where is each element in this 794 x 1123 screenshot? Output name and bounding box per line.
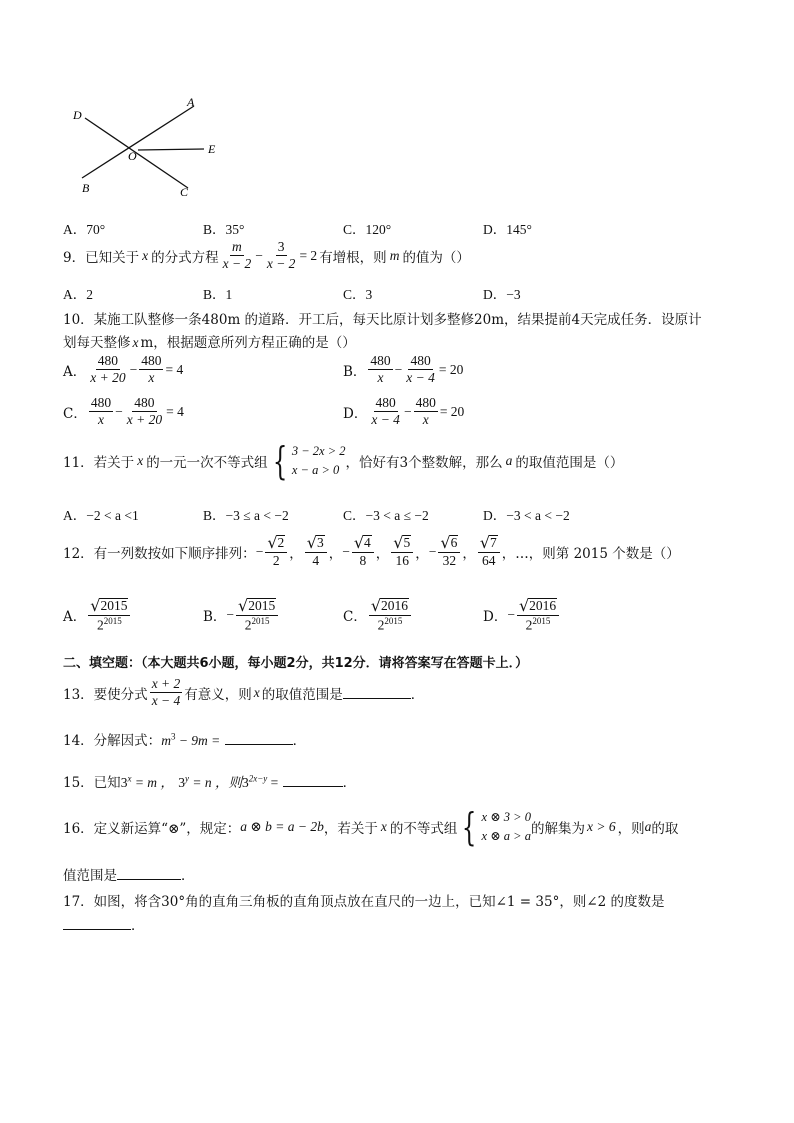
question-16 xyxy=(63,805,679,850)
question-14 xyxy=(63,729,306,749)
numerator: 480 xyxy=(139,354,163,370)
q10-c-frac-2 xyxy=(125,396,164,427)
label-B: B xyxy=(82,181,90,195)
line-BA xyxy=(82,106,194,178)
q9-minus: − xyxy=(255,247,263,263)
exponent: 2015 xyxy=(384,616,403,627)
q12-option-b xyxy=(203,598,280,633)
q10-b-frac-1 xyxy=(368,354,392,385)
q10-d-frac-2 xyxy=(414,396,438,427)
q11-prefix: 11．若关于 xyxy=(63,455,135,472)
sqrt-icon: √ xyxy=(90,596,101,615)
q11-suffix-2: 的取值范围是（） xyxy=(515,455,624,472)
q15-base-3: 3 xyxy=(241,775,249,790)
q9-rhs: = 2 xyxy=(299,247,318,263)
sqrt-icon: √ xyxy=(306,533,317,552)
q9-option-d: D．−3 xyxy=(483,287,521,302)
q12-a-fraction xyxy=(88,598,130,633)
denominator: x − 4 xyxy=(371,412,400,428)
sqrt-icon: √ xyxy=(440,533,451,552)
q15-exp-2: y xyxy=(184,773,189,784)
q10-line-2 xyxy=(63,331,356,351)
denominator: x xyxy=(377,370,384,386)
q12-term xyxy=(289,535,328,568)
numerator: 480 xyxy=(96,354,120,370)
q10-b-frac-2 xyxy=(404,354,437,385)
q15-prefix: 15．已知 xyxy=(63,775,121,791)
sqrt-icon: √ xyxy=(479,533,491,552)
q10-option-a xyxy=(63,354,183,385)
sqrt-icon: √ xyxy=(353,533,365,552)
q10-a-frac-1 xyxy=(88,354,127,385)
denominator: x + 20 xyxy=(90,370,126,386)
question-15 xyxy=(63,771,356,791)
numerator: 480 xyxy=(89,396,113,412)
q9-suffix-1: 有增根，则 xyxy=(319,249,387,266)
q9-var-x: x xyxy=(142,247,149,263)
q15-end: ． xyxy=(342,775,357,791)
question-13 xyxy=(63,677,424,708)
q14-end: ． xyxy=(292,733,307,749)
radicand: 2 xyxy=(277,535,285,550)
q10-a-rhs: = 4 xyxy=(165,361,184,377)
q10-b-rhs: = 20 xyxy=(438,361,464,377)
label-O: O xyxy=(128,149,137,163)
q16-suffix-1: 的解集为 xyxy=(530,821,585,838)
q15-answer-blank[interactable] xyxy=(283,774,343,787)
q8-option-b: B．35° xyxy=(203,222,245,237)
radicand: 2015 xyxy=(100,598,128,613)
radicand: 2016 xyxy=(529,598,557,613)
q14-rest: − 9m = xyxy=(175,733,221,748)
denominator: 32 xyxy=(442,553,457,569)
q10-line-2b: m，根据题意所列方程正确的是（） xyxy=(140,335,356,351)
q12-term xyxy=(415,535,462,568)
q13-answer-blank[interactable] xyxy=(343,686,411,699)
base: 2 xyxy=(244,617,252,633)
q10-line-1: 10．某施工队整修一条480m 的道路．开工后，每天比原计划多整修20m，结果提前4天完成任务．设原计 xyxy=(63,312,702,328)
label-C: C xyxy=(180,185,189,199)
q11-option-a: A．−2 < a <1 xyxy=(63,508,139,523)
exponent: 2015 xyxy=(251,616,270,627)
sqrt-icon: √ xyxy=(518,596,530,615)
intersecting-lines-figure xyxy=(60,90,250,210)
sqrt-icon: √ xyxy=(370,596,382,615)
radicand: 2016 xyxy=(381,598,409,613)
radicand: 2015 xyxy=(248,598,276,613)
term-sign: − xyxy=(342,543,350,559)
numerator: 480 xyxy=(374,396,398,412)
q12-option-d xyxy=(483,598,561,633)
q16-rule: a ⊗ b = a − 2b xyxy=(240,819,324,835)
numerator: 480 xyxy=(368,354,392,370)
comma: ， xyxy=(462,545,476,562)
q9-mid: 的分式方程 xyxy=(151,249,219,266)
q16-var-a: a xyxy=(644,819,652,835)
q12-b-sign: − xyxy=(226,607,235,623)
q12-term xyxy=(376,535,415,568)
term-sign: − xyxy=(255,543,264,559)
q11-suffix-1: ，恰好有3个整数解，那么 xyxy=(345,455,503,472)
denominator: x − 4 xyxy=(151,693,181,709)
sqrt-icon: √ xyxy=(238,596,249,615)
q16-cond: x > 6 xyxy=(586,819,616,835)
q15-base-2: 3 xyxy=(178,775,185,790)
q14-exponent: 3 xyxy=(170,731,176,742)
q16-end: ． xyxy=(181,868,195,884)
q13-mid: 有意义，则 xyxy=(184,686,252,703)
q16-mid-2: 的不等式组 xyxy=(389,821,458,838)
label-D: D xyxy=(73,108,82,122)
q10-option-b xyxy=(343,354,463,385)
denominator: x xyxy=(148,370,155,386)
q13-prefix: 13．要使分式 xyxy=(63,686,148,703)
label-E: E xyxy=(208,142,216,156)
exponent: 2015 xyxy=(103,616,122,627)
q11-var-a: a xyxy=(505,453,513,469)
q11-system xyxy=(292,442,346,481)
left-brace-icon: { xyxy=(462,805,477,850)
q10-b-label: B． xyxy=(343,363,367,380)
q9-fraction-2 xyxy=(265,240,298,271)
q8-option-a: A．70° xyxy=(63,222,106,237)
base: 2 xyxy=(96,617,104,633)
numerator: 480 xyxy=(408,354,432,370)
q8-option-c: C．120° xyxy=(343,222,392,237)
denominator: 64 xyxy=(482,553,496,569)
q12-c-label: C． xyxy=(343,609,367,626)
q9-var-m: m xyxy=(389,247,400,263)
q16-suffix-3: 的取 xyxy=(651,821,679,838)
q12-term xyxy=(462,535,501,568)
q13-suffix: 的取值范围是 xyxy=(261,686,343,703)
comma: ， xyxy=(289,545,303,562)
numerator: 480 xyxy=(132,396,156,412)
q12-option-c xyxy=(343,598,413,633)
denominator: x xyxy=(97,412,104,428)
radicand: 7 xyxy=(490,535,497,550)
q17-line-2 xyxy=(63,914,145,934)
minus-sign: − xyxy=(403,403,412,419)
q15-exp-3: 2x−y xyxy=(248,773,268,784)
radicand: 5 xyxy=(403,535,411,550)
minus-sign: − xyxy=(129,361,138,377)
q9-f2-numerator: 3 xyxy=(276,240,287,256)
term-fraction xyxy=(352,535,374,568)
q15-eq-3: = xyxy=(267,775,279,790)
denominator: x − 4 xyxy=(406,370,435,386)
q10-option-d xyxy=(343,396,464,427)
numerator: 480 xyxy=(414,396,438,412)
q14-answer-blank[interactable] xyxy=(225,732,293,745)
q9-option-b: B．1 xyxy=(203,287,233,302)
minus-sign: − xyxy=(115,403,123,419)
q16-ineq-2: x ⊗ a > a xyxy=(481,829,531,844)
q13-end: ． xyxy=(410,686,425,703)
q15-base-1: 3 xyxy=(120,775,128,790)
term-fraction xyxy=(391,535,413,568)
q11-option-c: C．−3 < a ≤ −2 xyxy=(343,508,429,523)
left-brace-icon: { xyxy=(272,439,288,484)
q12-option-a xyxy=(63,598,132,633)
comma: ， xyxy=(328,545,343,562)
q12-d-sign: − xyxy=(507,607,515,623)
term-fraction xyxy=(478,535,500,568)
base: 2 xyxy=(377,617,385,633)
q10-a-frac-2 xyxy=(139,354,163,385)
q11-ineq-2: x − a > 0 xyxy=(291,463,340,478)
q10-c-frac-1 xyxy=(89,396,113,427)
base: 2 xyxy=(525,617,533,633)
q11-ineq-1: 3 − 2x > 2 xyxy=(291,444,346,458)
q9-f1-denominator: x − 2 xyxy=(222,256,252,272)
q12-d-label: D． xyxy=(483,609,508,626)
radicand: 6 xyxy=(450,535,458,550)
q16-answer-blank[interactable] xyxy=(117,867,181,880)
q16-prefix: 16．定义新运算“⊗”，规定： xyxy=(63,821,241,838)
q12-suffix: ，…，则第 2015 个数是（） xyxy=(501,545,680,562)
q10-a-label: A． xyxy=(63,363,87,380)
q16-suffix-2: ，则 xyxy=(617,821,645,838)
q10-line-2a: 划每天整修 xyxy=(63,335,131,351)
q10-d-rhs: = 20 xyxy=(439,403,465,419)
q13-var-x: x xyxy=(253,684,260,700)
q12-c-fraction xyxy=(369,598,411,633)
q15-eq-2: = n ，则 xyxy=(188,775,242,790)
q9-suffix-2: 的值为（） xyxy=(402,249,470,266)
q17-text: 17．如图，将含30°角的直角三角板的直角顶点放在直尺的一边上，已知∠1 = 35°，则∠2 的度数是 xyxy=(63,894,665,910)
q9-option-a: A．2 xyxy=(63,287,93,302)
q10-c-label: C． xyxy=(63,405,87,422)
comma: ， xyxy=(375,545,390,562)
q9-prefix: 9．已知关于 xyxy=(63,249,140,266)
question-12 xyxy=(63,535,680,568)
q15-eq-1: = m ， xyxy=(131,775,174,790)
q9-f2-denominator: x − 2 xyxy=(266,256,296,272)
denominator: x xyxy=(422,412,429,428)
question-11 xyxy=(63,439,624,484)
radicand: 4 xyxy=(364,535,371,550)
q16-system xyxy=(482,808,531,847)
denominator: 2 xyxy=(272,553,280,569)
q11-option-d: D．−3 < a < −2 xyxy=(483,508,570,523)
exponent: 2015 xyxy=(532,616,551,627)
q12-a-label: A． xyxy=(63,609,87,626)
q9-option-c: C．3 xyxy=(343,287,373,302)
q10-option-c xyxy=(63,396,184,427)
q14-m: m xyxy=(161,733,171,748)
comma: ， xyxy=(415,545,429,562)
term-fraction xyxy=(438,535,460,568)
q12-b-label: B． xyxy=(203,609,227,626)
q12-term xyxy=(256,535,290,568)
q12-b-fraction xyxy=(236,598,278,633)
q10-d-frac-1 xyxy=(369,396,402,427)
section-2-title: 二、填空题：（本大题共6小题，每小题2分，共12分．请将答案写在答题卡上．） xyxy=(63,656,529,671)
q16-var-x: x xyxy=(380,819,387,835)
q16-mid: ，若关于 xyxy=(323,821,378,838)
term-sign: − xyxy=(428,543,437,559)
denominator: 8 xyxy=(359,553,367,569)
q17-answer-blank[interactable] xyxy=(63,917,131,930)
q10-c-rhs: = 4 xyxy=(166,403,184,419)
q16-ineq-1: x ⊗ 3 > 0 xyxy=(481,810,531,824)
q13-fraction xyxy=(150,677,183,708)
q11-mid: 的一元一次不等式组 xyxy=(146,455,268,472)
q10-var-x: x xyxy=(132,335,139,350)
term-fraction xyxy=(305,535,327,568)
q8-option-d: D．145° xyxy=(483,222,532,237)
denominator: x + 20 xyxy=(126,412,163,428)
denominator: 16 xyxy=(395,553,410,569)
q10-d-label: D． xyxy=(343,405,368,422)
q12-d-fraction xyxy=(517,598,559,633)
q16-line-2-text: 值范围是 xyxy=(63,868,117,884)
q16-line-2 xyxy=(63,864,195,884)
term-fraction xyxy=(265,535,287,568)
sqrt-icon: √ xyxy=(393,533,404,552)
ray-OE xyxy=(138,149,204,150)
numerator: x + 2 xyxy=(150,677,183,693)
question-9 xyxy=(63,240,470,271)
label-A: A xyxy=(187,95,195,109)
q12-prefix: 12．有一列数按如下顺序排列： xyxy=(63,545,256,562)
q12-term xyxy=(329,535,376,568)
sqrt-icon: √ xyxy=(267,533,278,552)
q12-sequence xyxy=(256,535,502,568)
radicand: 3 xyxy=(316,535,324,550)
denominator: 4 xyxy=(312,553,320,569)
q14-prefix: 14．分解因式： xyxy=(63,733,162,749)
q11-option-b: B．−3 ≤ a < −2 xyxy=(203,508,289,523)
q9-fraction-1 xyxy=(221,240,254,271)
q17-end: ． xyxy=(131,918,145,934)
minus-sign: − xyxy=(394,361,403,377)
q9-f1-numerator: m xyxy=(230,240,244,256)
q11-var-x: x xyxy=(137,453,144,469)
q15-exp-1: x xyxy=(127,773,132,784)
